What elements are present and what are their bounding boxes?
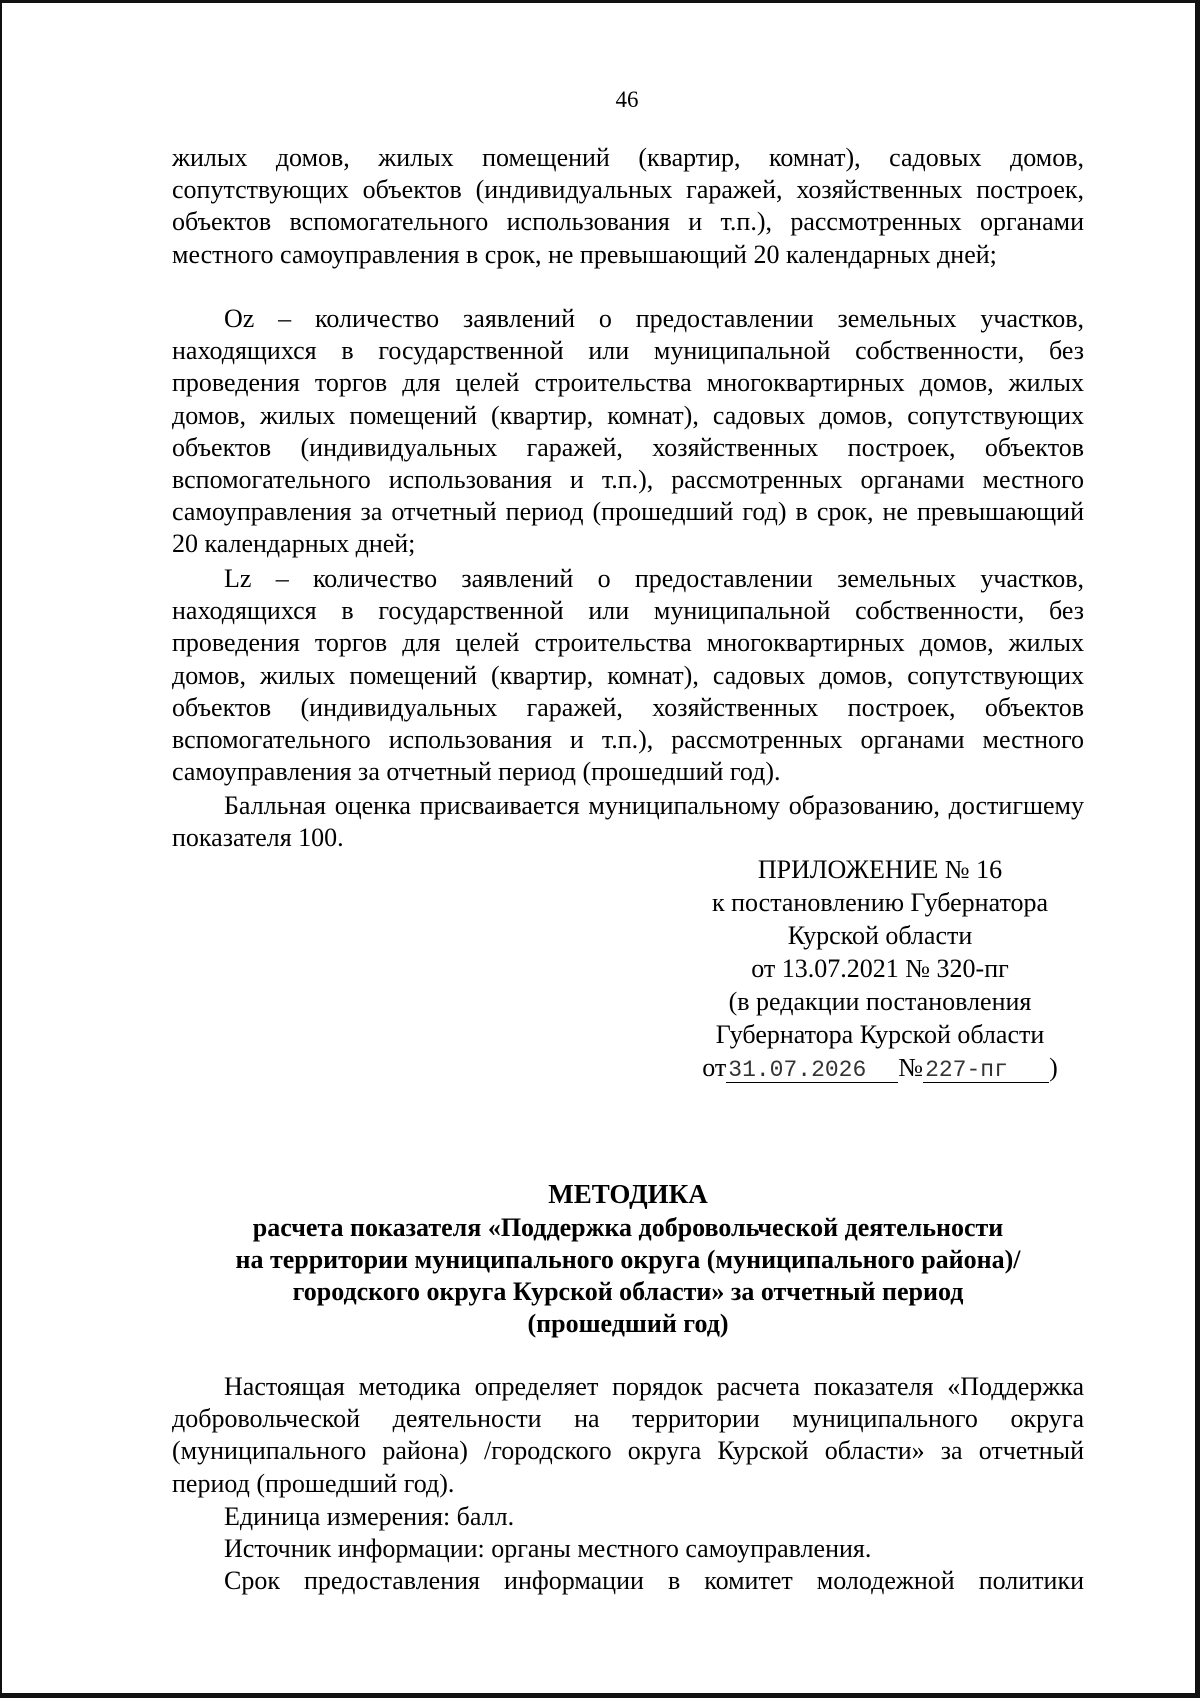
appendix-line: к постановлению Губернатора — [711, 888, 1049, 917]
appendix-line: Курской области — [787, 921, 973, 950]
scan-edge-left — [0, 0, 2, 1698]
paragraph-details — [172, 1501, 1084, 1598]
appendix-amendment-line — [680, 1051, 1080, 1084]
source-line: Источник информации: органы местного самоуправления. — [224, 1534, 872, 1564]
deadline-line: Срок предоставления информации в комитет молодежной политики — [224, 1566, 1084, 1596]
appendix-line: (в редакции постановления — [728, 987, 1032, 1016]
unit-line: Единица измерения: балл. — [224, 1502, 515, 1531]
appendix-title: ПРИЛОЖЕНИЕ № 16 — [757, 855, 1003, 884]
paragraph-continuation — [172, 142, 1084, 271]
page-number: 46 — [615, 87, 639, 112]
title-line: городского округа Курской области» за отчетный период — [292, 1277, 964, 1306]
paragraph-text: Lz – количество заявлений о предоставлении земельных участков, находящихся в государственной или муниципальной собственности, без проведения торгов для целей строительства многоквартирных домов, жилых домов, жилых помещений (квартир, комнат), садовых домов, сопутствующих объектов (индивидуальных гаражей, хозяйственных построек, объектов вспомогательного использования и т.п.), рассмотренных органами местного самоуправления за отчетный период (прошедший год). — [172, 564, 1084, 787]
appendix-line: Губернатора Курской области — [715, 1020, 1045, 1049]
paragraph-lz — [172, 563, 1084, 788]
methodology-title — [172, 1178, 1084, 1340]
appendix-header — [680, 853, 1080, 1084]
scan-edge-right — [1195, 0, 1200, 1698]
paragraph-intro — [172, 1371, 1084, 1500]
appendix-line: от 13.07.2021 № 320-пг — [751, 954, 1009, 983]
paragraph-text: Настоящая методика определяет порядок расчета показателя «Поддержка добровольческой деятельности на территории муниципального округа (муниципального района) /городского округа Курской области» за отчетный период (прошедший год). — [172, 1372, 1084, 1498]
title-line: на территории муниципального округа (муниципального района)/ — [235, 1245, 1021, 1274]
stamp-date: 31.07.2026 — [726, 1058, 898, 1083]
title-line: (прошедший год) — [527, 1309, 729, 1338]
scan-edge-top — [0, 0, 1200, 3]
paragraph-text: жилых домов, жилых помещений (квартир, комнат), садовых домов, сопутствующих объектов (индивидуальных гаражей, хозяйственных построек, объектов вспомогательного использования и т.п.), рассмотренных органами местного самоуправления в срок, не превышающий 20 календарных дней; — [172, 143, 1084, 269]
stamp-number: 227-пг — [923, 1058, 1049, 1083]
closing-bracket: ) — [1049, 1053, 1058, 1082]
number-label: № — [898, 1053, 924, 1082]
paragraph-text: Oz – количество заявлений о предоставлении земельных участков, находящихся в государственной или муниципальной собственности, без проведения торгов для целей строительства многоквартирных домов, жилых домов, жилых помещений (квартир, комнат), садовых домов, сопутствующих объектов (индивидуальных гаражей, хозяйственных построек, объектов вспомогательного использования и т.п.), рассмотренных органами местного самоуправления за отчетный период (прошедший год) в срок, не превышающий 20 календарных дней; — [172, 304, 1084, 559]
paragraph-text: Балльная оценка присваивается муниципальному образованию, достигшему показателя 100. — [172, 791, 1084, 853]
title-main: МЕТОДИКА — [548, 1179, 708, 1209]
paragraph-score — [172, 790, 1084, 854]
paragraph-oz — [172, 303, 1084, 561]
from-label: от — [702, 1053, 727, 1082]
title-line: расчета показателя «Поддержка добровольческой деятельности — [252, 1213, 1004, 1242]
scan-edge-bottom — [0, 1693, 1200, 1698]
